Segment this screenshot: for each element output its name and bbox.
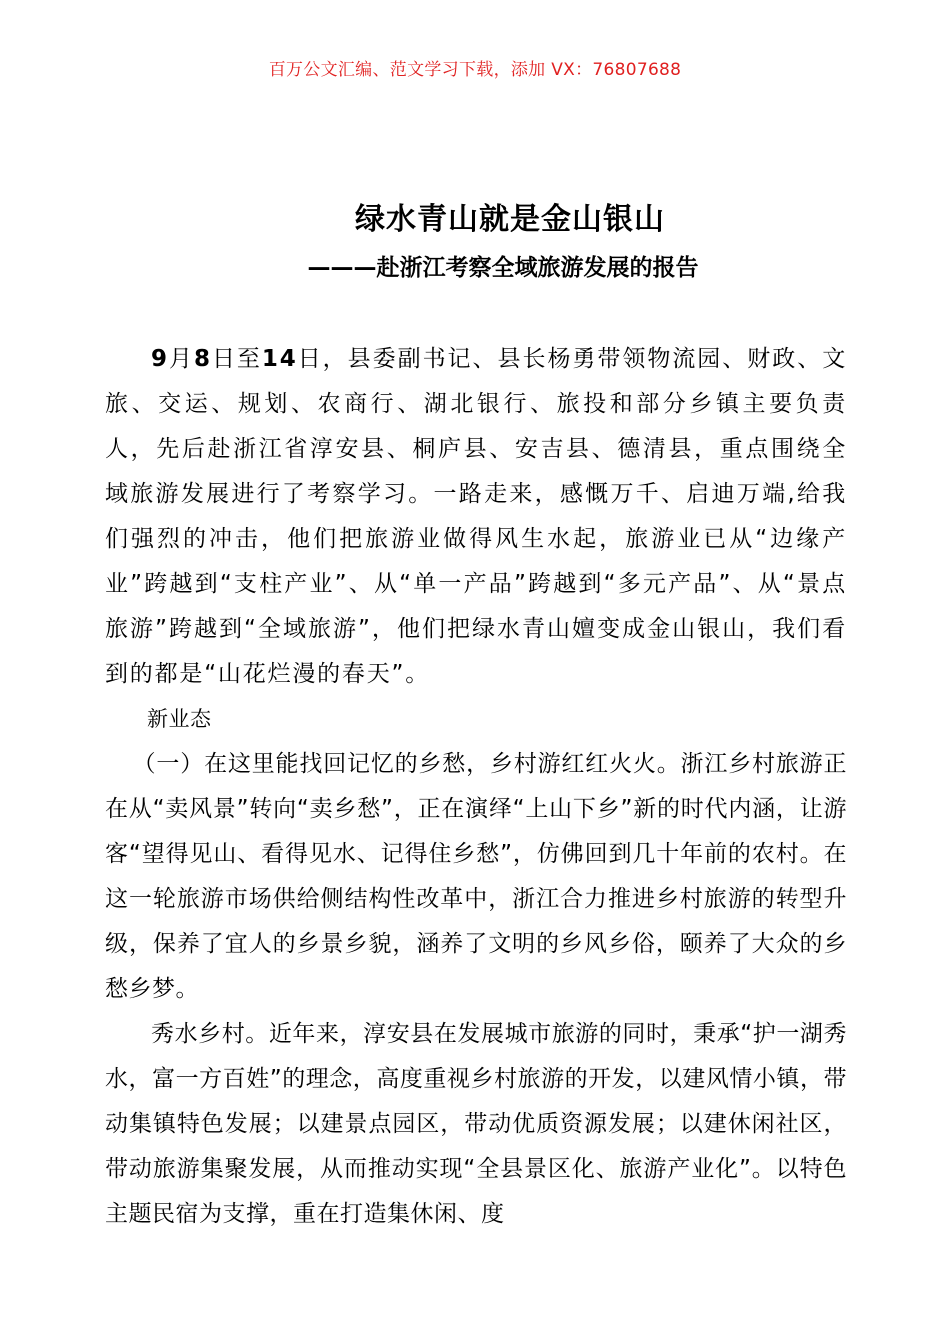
date-number: 8: [193, 346, 212, 372]
intro-paragraph: [105, 337, 847, 697]
section-heading: 新业态: [147, 707, 212, 731]
section-paragraph: （一）在这里能找回记忆的乡愁，乡村游红红火火。浙江乡村旅游正在从“卖风景”转向“卖乡愁”，正在演绎“上山下乡”新的时代内涵，让游客“望得见山、看得见水、记得住乡愁”，仿佛回到几十年前的农村。在这一轮旅游市场供给侧结构性改革中，浙江合力推进乡村旅游的转型升级，保养了宜人的乡景乡貌，涵养了文明的乡风乡俗，颐养了大众的乡愁乡梦。: [105, 751, 847, 1002]
date-number: 9: [151, 346, 169, 372]
date-text: 日至: [211, 346, 262, 372]
document-subtitle: ———赴浙江考察全域旅游发展的报告: [307, 255, 699, 281]
intro-text: 日，县委副书记、县长杨勇带领物流园、财政、文旅、交运、规划、农商行、湖北银行、旅投和部分乡镇主要负责人，先后赴浙江省淳安县、桐庐县、安吉县、德清县，重点围绕全域旅游发展进行了考察学习。一路走来，感慨万千、启迪万端,给我们强烈的冲击，他们把旅游业做得风生水起，旅游业已从“边缘产业”跨越到“支柱产业”、从“单一产品”跨越到“多元产品”、从“景点旅游”跨越到“全域旅游”，他们把绿水青山嬗变成金山银山，我们看到的都是“山花烂漫的春天”。: [105, 346, 847, 687]
document-body: [105, 337, 847, 1237]
date-number: 14: [261, 346, 298, 372]
section-paragraph: 秀水乡村。近年来，淳安县在发展城市旅游的同时，秉承“护一湖秀水，富一方百姓”的理念，高度重视乡村旅游的开发，以建风情小镇，带动集镇特色发展；以建景点园区，带动优质资源发展；以建休闲社区，带动旅游集聚发展，从而推动实现“全县景区化、旅游产业化”。以特色主题民宿为支撑，重在打造集休闲、度: [105, 1021, 847, 1227]
date-text: 月: [168, 346, 194, 372]
document-title: 绿水青山就是金山银山: [355, 202, 665, 237]
watermark-text: 百万公文汇编、范文学习下载，添加 VX：76807688: [268, 60, 682, 80]
